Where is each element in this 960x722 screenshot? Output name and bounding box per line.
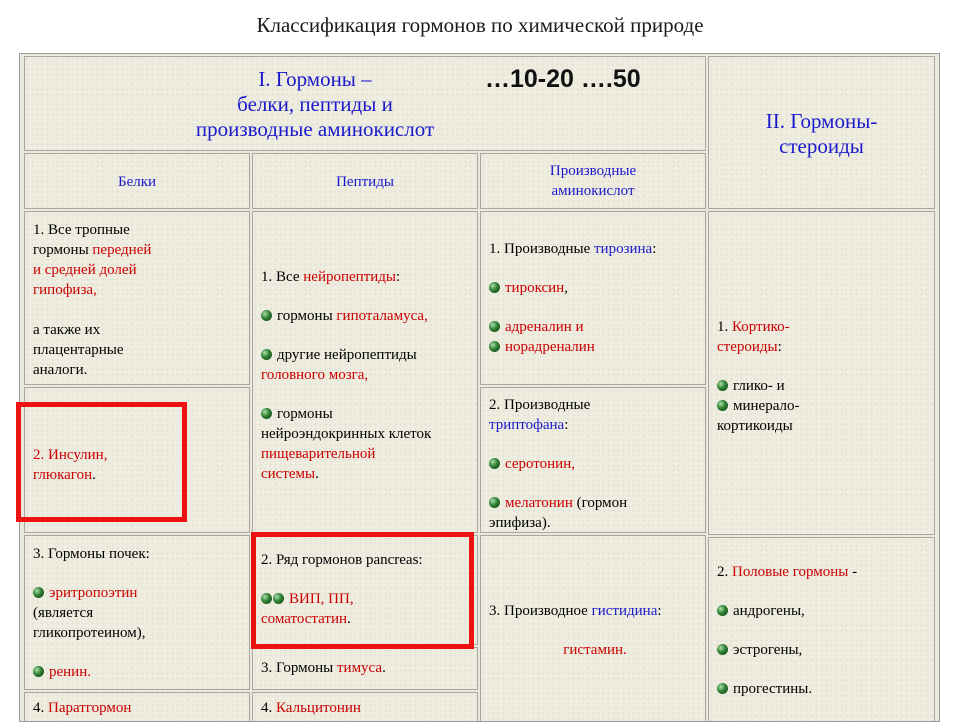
punctuation: : xyxy=(777,339,782,355)
subheader-amino xyxy=(480,153,706,209)
hormone-name: 2. Инсулин, xyxy=(33,447,108,463)
hormone-name: головного мозга, xyxy=(261,367,369,383)
group2-line1: II. Гормоны- xyxy=(765,109,878,133)
bullet-icon xyxy=(489,282,500,293)
punctuation: : xyxy=(564,417,569,433)
text-line: прогестины. xyxy=(733,681,813,697)
proteins-cell-4 xyxy=(24,692,250,722)
text-line: 4. xyxy=(261,700,276,716)
subheader-peptides xyxy=(252,153,478,209)
bullet-icon xyxy=(717,644,728,655)
hormone-name: системы xyxy=(261,466,316,482)
text-line: минерало- xyxy=(733,398,800,414)
subheader-proteins xyxy=(24,153,250,209)
punctuation: - xyxy=(848,564,858,580)
text-line: 2. xyxy=(717,564,732,580)
hormone-name: глюкагон xyxy=(33,467,93,483)
proteins-cell-1 xyxy=(24,211,250,385)
punctuation: . xyxy=(382,660,386,676)
hormone-name: соматостатин xyxy=(261,611,348,627)
text-line: гормоны xyxy=(277,308,337,324)
hormone-name: Паратгормон xyxy=(48,700,132,716)
hormone-name: Кортико- xyxy=(732,319,790,335)
hormone-name: гипоталамуса, xyxy=(336,308,428,324)
bullet-icon xyxy=(717,683,728,694)
hormone-name: норадреналин xyxy=(505,339,595,355)
hormone-name: тироксин xyxy=(505,280,565,296)
text-line: 1. Все тропные xyxy=(33,222,130,238)
punctuation: : xyxy=(395,269,401,285)
amino-acid-name: триптофана xyxy=(489,417,565,433)
subheader-proteins-label: Белки xyxy=(117,174,157,190)
bullet-icon xyxy=(489,458,500,469)
text-line: 1. Производные xyxy=(489,241,594,257)
hormone-name: тимуса xyxy=(336,660,383,676)
punctuation: . xyxy=(315,466,319,482)
bullet-icon xyxy=(261,408,272,419)
text-line: нейроэндокринных клеток xyxy=(261,426,432,442)
subheader-amino-line1: Производные xyxy=(549,163,637,179)
highlight-pancreas-box xyxy=(251,532,474,649)
text-line: 1. Все xyxy=(261,269,304,285)
punctuation: : xyxy=(652,241,657,257)
text-line: гликопротеином), xyxy=(33,625,146,641)
highlight-insulin-box xyxy=(16,402,187,522)
peptides-cell-4 xyxy=(252,692,478,722)
subheader-peptides-label: Пептиды xyxy=(336,174,394,190)
text-line: 2. Ряд гормонов pancreas: xyxy=(261,552,423,568)
bullet-icon xyxy=(33,587,44,598)
hormone-name: пищеварительной xyxy=(261,446,376,462)
group2-line2: стероиды xyxy=(779,134,864,158)
bullet-icon xyxy=(717,400,728,411)
group1-header xyxy=(24,56,706,151)
proteins-cell-3 xyxy=(24,535,250,690)
page-title: Классификация гормонов по химической природе xyxy=(256,13,704,37)
hormone-count: …10-20 ….50 xyxy=(485,65,641,93)
steroids-cell-1 xyxy=(708,211,935,535)
hormone-name: стероиды xyxy=(717,339,778,355)
amino-cell-1 xyxy=(480,211,706,385)
hormone-name: серотонин, xyxy=(505,456,575,472)
bullet-icon xyxy=(489,341,500,352)
peptides-cell-3 xyxy=(252,647,478,690)
bullet-icon xyxy=(33,666,44,677)
bullet-icon xyxy=(489,497,500,508)
text-line: андрогены, xyxy=(733,603,805,619)
hormone-name: нейропептиды xyxy=(303,269,396,285)
bullet-icon xyxy=(717,380,728,391)
group1-line2: белки, пептиды и xyxy=(237,92,393,116)
hormone-name: и средней долей xyxy=(33,262,137,278)
text-line: плацентарные xyxy=(33,342,124,358)
text-line: 4. xyxy=(33,700,48,716)
group1-line1: I. Гормоны – xyxy=(258,67,372,91)
group1-line3: производные аминокислот xyxy=(195,117,435,141)
text-line: кортикоиды xyxy=(717,418,793,434)
punctuation: : xyxy=(657,603,662,619)
hormone-name: гипофиза, xyxy=(33,282,97,298)
hormone-name: Кальцитонин xyxy=(276,700,361,716)
text-line: (является xyxy=(33,605,94,621)
hormone-name: адреналин и xyxy=(505,319,584,335)
hormone-name: гистамин. xyxy=(563,642,627,658)
group2-header xyxy=(708,56,935,209)
text-line: 2. Производные xyxy=(489,397,591,413)
text-line: гормоны xyxy=(33,242,93,258)
text-line: 3. Гормоны xyxy=(261,660,337,676)
text-line: глико- и xyxy=(733,378,785,394)
punctuation: . xyxy=(347,611,351,627)
peptides-cell-1 xyxy=(252,211,478,533)
text-line: другие нейропептиды xyxy=(277,347,417,363)
classification-table xyxy=(19,53,940,722)
text-line: а также их xyxy=(33,322,101,338)
amino-acid-name: гистидина xyxy=(591,603,658,619)
hormone-name: ВИП, ПП, xyxy=(289,591,354,607)
amino-cell-2 xyxy=(480,387,706,533)
punctuation: . xyxy=(92,467,96,483)
steroids-cell-2 xyxy=(708,537,935,722)
text-line: 3. Гормоны почек: xyxy=(33,546,150,562)
text-line: аналоги. xyxy=(33,362,88,378)
hormone-name: мелатонин xyxy=(505,495,573,511)
bullet-icon xyxy=(261,310,272,321)
hormone-name: Половые гормоны xyxy=(732,564,849,580)
text-line: 3. Производное xyxy=(489,603,592,619)
text-line: эпифиза). xyxy=(489,515,551,531)
text-line: эстрогены, xyxy=(733,642,803,658)
hormone-name: эритропоэтин xyxy=(49,585,138,601)
amino-acid-name: тирозина xyxy=(593,241,653,257)
bullet-icon xyxy=(261,349,272,360)
punctuation: , xyxy=(564,280,568,296)
text-line: (гормон xyxy=(572,495,628,511)
subheader-amino-line2: аминокислот xyxy=(551,183,635,199)
hormone-name: ренин. xyxy=(49,664,91,680)
bullet-icon xyxy=(717,605,728,616)
hormone-name: передней xyxy=(92,242,152,258)
text-line: 1. xyxy=(717,319,732,335)
text-line: гормоны xyxy=(277,406,333,422)
amino-cell-3 xyxy=(480,535,706,722)
bullet-icon xyxy=(489,321,500,332)
